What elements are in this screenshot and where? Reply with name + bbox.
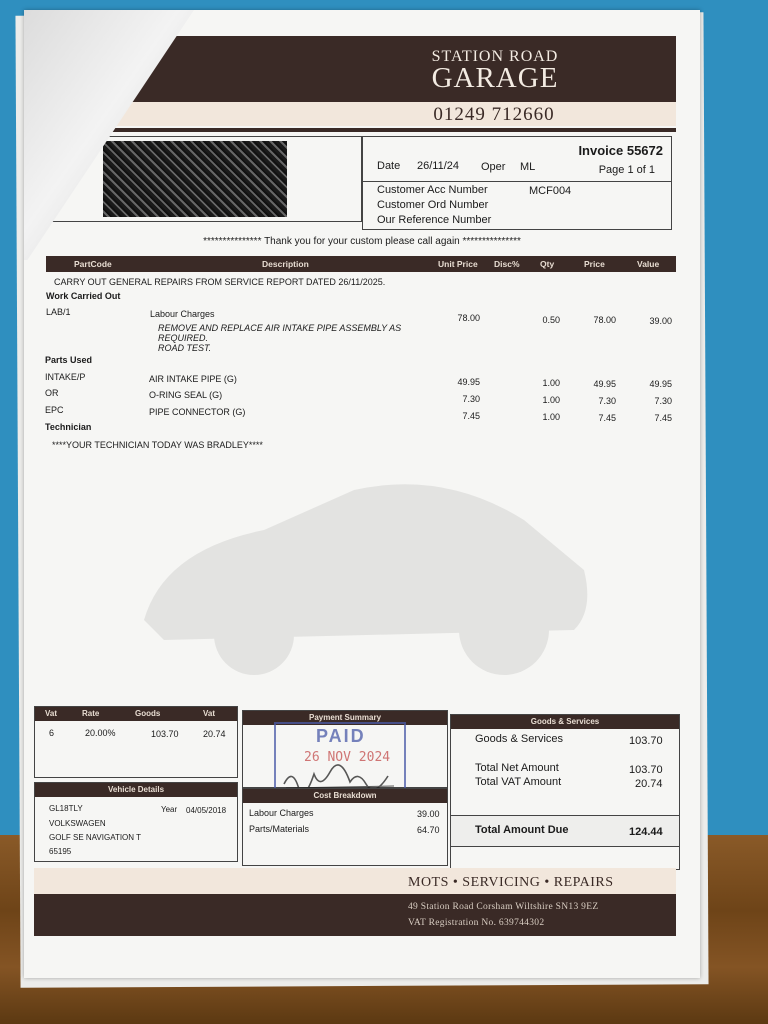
customer-acc-value: MCF004 xyxy=(529,185,572,197)
part-unit: 49.95 xyxy=(457,377,480,387)
brand-name: GARAGE xyxy=(431,62,559,94)
part-desc: O-RING SEAL (G) xyxy=(149,390,223,400)
rate-col: Rate xyxy=(82,709,100,718)
labour-note-2: REQUIRED. xyxy=(158,333,209,343)
total-net-label: Total Net Amount xyxy=(475,762,559,774)
vat-panel xyxy=(34,706,238,778)
thank-you-message: *************** Thank you for your custom please call again *************** xyxy=(203,236,521,247)
part-unit: 7.45 xyxy=(462,411,480,421)
oper-label: Oper xyxy=(481,161,506,173)
part-price: 7.45 xyxy=(598,413,616,423)
part-qty: 1.00 xyxy=(542,412,560,422)
work-heading: Work Carried Out xyxy=(46,291,121,301)
customer-acc-label: Customer Acc Number xyxy=(377,184,488,196)
brand-top-line: STATION ROAD xyxy=(431,48,559,65)
vehicle-make: VOLKSWAGEN xyxy=(49,819,106,828)
amount-due-row xyxy=(451,815,679,847)
labour-value: 39.00 xyxy=(649,316,672,326)
part-qty: 1.00 xyxy=(542,378,560,388)
invoice-paper xyxy=(24,10,700,978)
vat-panel-header xyxy=(35,707,237,721)
paid-stamp-text: PAID xyxy=(316,726,366,746)
col-description: Description xyxy=(262,259,309,269)
table-header xyxy=(46,256,676,272)
col-qty: Qty xyxy=(540,259,555,269)
labour-desc: Labour Charges xyxy=(150,309,215,319)
parts-heading: Parts Used xyxy=(45,355,93,365)
total-net-value: 103.70 xyxy=(629,764,663,776)
labour-qty: 0.50 xyxy=(542,315,560,325)
intro-line: CARRY OUT GENERAL REPAIRS FROM SERVICE REPORT DATED 26/11/2025. xyxy=(54,277,386,287)
part-desc: PIPE CONNECTOR (G) xyxy=(149,407,246,417)
goods-services-label: Goods & Services xyxy=(475,733,564,745)
part-unit: 7.30 xyxy=(462,394,480,404)
car-watermark xyxy=(124,430,604,690)
invoice-number: Invoice 55672 xyxy=(578,143,663,158)
total-vat-value: 20.74 xyxy=(635,778,663,790)
cost-breakdown-title: Cost Breakdown xyxy=(243,789,447,803)
part-desc: AIR INTAKE PIPE (G) xyxy=(149,374,237,384)
oper-value: ML xyxy=(520,161,536,173)
customer-ord-label: Customer Ord Number xyxy=(377,199,489,211)
totals-panel-title: Goods & Services xyxy=(451,715,679,729)
footer-address: 49 Station Road Corsham Wiltshire SN13 9EZ xyxy=(408,902,599,912)
tech-heading: Technician xyxy=(45,422,92,432)
part-price: 49.95 xyxy=(593,379,616,389)
part-code: EPC xyxy=(45,405,64,415)
part-qty: 1.00 xyxy=(542,395,560,405)
invoice-info-box xyxy=(362,136,672,230)
goods-services-value: 103.70 xyxy=(629,735,663,747)
amount-due-value: 124.44 xyxy=(629,826,663,838)
our-reference-label: Our Reference Number xyxy=(377,214,492,226)
labour-code: LAB/1 xyxy=(46,307,71,317)
vat-goods: 103.70 xyxy=(151,729,179,739)
folded-page-corner xyxy=(24,10,194,260)
phone-number: 01249 712660 xyxy=(433,104,555,125)
payment-summary-title: Payment Summary xyxy=(243,711,447,725)
paid-stamp xyxy=(274,722,406,792)
labour-note-1: REMOVE AND REPLACE AIR INTAKE PIPE ASSEMBLY AS xyxy=(158,323,402,333)
vehicle-reg: GL18TLY xyxy=(49,804,83,813)
vat-rate: 20.00% xyxy=(85,728,116,738)
vehicle-details-title: Vehicle Details xyxy=(35,783,237,797)
part-price: 7.30 xyxy=(598,396,616,406)
vat-amount-col: Vat xyxy=(203,709,216,718)
part-value: 7.45 xyxy=(654,413,672,423)
footer-vat-registration: VAT Registration No. 639744302 xyxy=(408,918,545,928)
totals-panel xyxy=(450,714,680,870)
vat-col: Vat xyxy=(45,709,58,718)
cost-labour-value: 39.00 xyxy=(417,809,440,819)
cost-parts-value: 64.70 xyxy=(417,825,440,835)
page-count: Page 1 of 1 xyxy=(598,164,655,176)
total-vat-label: Total VAT Amount xyxy=(475,776,562,788)
cost-breakdown-panel xyxy=(242,788,448,866)
labour-unit: 78.00 xyxy=(457,313,480,323)
vat-code: 6 xyxy=(49,728,55,738)
col-price: Price xyxy=(584,259,605,269)
header-rule xyxy=(110,128,676,132)
date-label: Date xyxy=(377,160,401,172)
vehicle-details-panel xyxy=(34,782,238,862)
labour-note-3: ROAD TEST. xyxy=(158,343,212,353)
vehicle-model: GOLF SE NAVIGATION T xyxy=(49,833,142,842)
vat-value: 20.74 xyxy=(203,729,226,739)
col-value: Value xyxy=(637,259,660,269)
col-unit-price: Unit Price xyxy=(438,259,478,269)
paid-stamp-date: 26 NOV 2024 xyxy=(304,750,391,765)
vehicle-year-label: Year xyxy=(161,805,178,814)
col-partcode: PartCode xyxy=(74,259,112,269)
amount-due-label: Total Amount Due xyxy=(475,824,569,836)
footer-tagline: MOTS • SERVICING • REPAIRS xyxy=(408,875,614,890)
vehicle-year: 04/05/2018 xyxy=(186,806,227,815)
header-light-band xyxy=(110,102,676,126)
labour-price: 78.00 xyxy=(593,315,616,325)
redacted-address xyxy=(103,141,287,217)
divider xyxy=(363,181,671,182)
header-band xyxy=(110,36,676,102)
part-code: OR xyxy=(45,388,59,398)
date-value: 26/11/24 xyxy=(417,160,460,172)
goods-col: Goods xyxy=(135,709,161,718)
cost-labour-label: Labour Charges xyxy=(249,808,314,818)
part-code: INTAKE/P xyxy=(45,372,86,382)
tech-note: ****YOUR TECHNICIAN TODAY WAS BRADLEY**** xyxy=(52,440,263,450)
footer-band xyxy=(34,894,676,936)
cost-parts-label: Parts/Materials xyxy=(249,824,310,834)
part-value: 49.95 xyxy=(649,379,672,389)
col-disc: Disc% xyxy=(494,259,520,269)
part-value: 7.30 xyxy=(654,396,672,406)
vehicle-mileage: 65195 xyxy=(49,847,72,856)
